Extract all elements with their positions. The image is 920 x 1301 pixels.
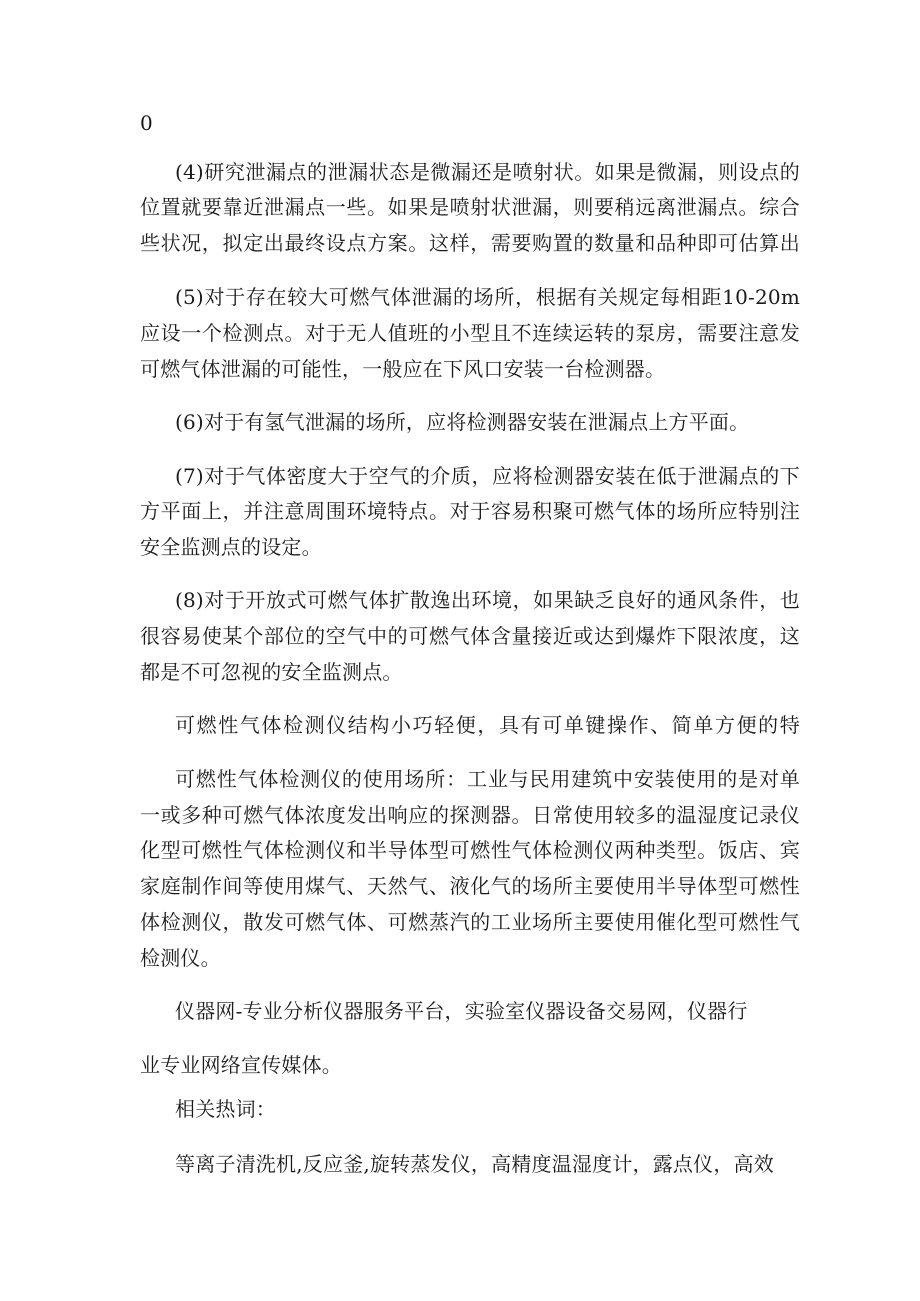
paragraph-4-line-3: 些状况，拟定出最终设点方案。这样，需要购置的数量和品种即可估算出 bbox=[140, 231, 800, 255]
paragraph-10-line-3: 化型可燃性气体检测仪和半导体型可燃性气体检测仪两种类型。饭店、宾 bbox=[140, 838, 800, 862]
paragraph-10-line-1: 可燃性气体检测仪的使用场所：工业与民用建筑中安装使用的是对单 bbox=[175, 767, 800, 791]
hot-words-list: 等离子清洗机,反应釜,旋转蒸发仪，高精度温湿度计，露点仪，高效 bbox=[175, 1152, 774, 1176]
paragraph-6-line-1: (6)对于有氢气泄漏的场所，应将检测器安装在泄漏点上方平面。 bbox=[175, 410, 750, 434]
paragraph-4-line-1: (4)研究泄漏点的泄漏状态是微漏还是喷射状。如果是微漏，则设点的 bbox=[175, 160, 800, 184]
paragraph-8-line-2: 很容易使某个部位的空气中的可燃气体含量接近或达到爆炸下限浓度，这 bbox=[140, 624, 800, 648]
paragraph-11-line-2: 业专业网络宣传媒体。 bbox=[140, 1053, 342, 1077]
paragraph-7-line-3: 安全监测点的设定。 bbox=[140, 535, 322, 559]
page-fragment-text: 0 bbox=[140, 111, 153, 135]
paragraph-10-line-6: 检测仪。 bbox=[140, 946, 221, 970]
paragraph-7-line-1: (7)对于气体密度大于空气的介质，应将检测器安装在低于泄漏点的下 bbox=[175, 464, 800, 488]
paragraph-7-line-2: 方平面上，并注意周围环境特点。对于容易积聚可燃气体的场所应特别注 bbox=[140, 499, 800, 523]
paragraph-8-line-3: 都是不可忽视的安全监测点。 bbox=[140, 660, 403, 684]
paragraph-4-line-2: 位置就要靠近泄漏点一些。如果是喷射状泄漏，则要稍远离泄漏点。综合 bbox=[140, 195, 800, 219]
paragraph-9-line-1: 可燃性气体检测仪结构小巧轻便，具有可单键操作、简单方便的特 bbox=[175, 713, 800, 737]
paragraph-10-line-5: 体检测仪，散发可燃气体、可燃蒸汽的工业场所主要使用催化型可燃性气 bbox=[140, 910, 800, 934]
paragraph-11-line-1: 仪器网-专业分析仪器服务平台，实验室仪器设备交易网，仪器行 bbox=[175, 999, 748, 1023]
hot-words-label: 相关热词： bbox=[175, 1097, 276, 1121]
paragraph-8-line-1: (8)对于开放式可燃气体扩散逸出环境，如果缺乏良好的通风条件，也 bbox=[175, 588, 800, 612]
paragraph-5-line-3: 可燃气体泄漏的可能性，一般应在下风口安装一台检测器。 bbox=[140, 357, 666, 381]
paragraph-5-line-1: (5)对于存在较大可燃气体泄漏的场所，根据有关规定每相距10-20m bbox=[175, 285, 800, 309]
paragraph-10-line-4: 家庭制作间等使用煤气、天然气、液化气的场所主要使用半导体型可燃性 bbox=[140, 874, 800, 898]
paragraph-5-line-2: 应设一个检测点。对于无人值班的小型且不连续运转的泵房，需要注意发 bbox=[140, 321, 800, 345]
paragraph-10-line-2: 一或多种可燃气体浓度发出响应的探测器。日常使用较多的温湿度记录仪 bbox=[140, 803, 800, 827]
